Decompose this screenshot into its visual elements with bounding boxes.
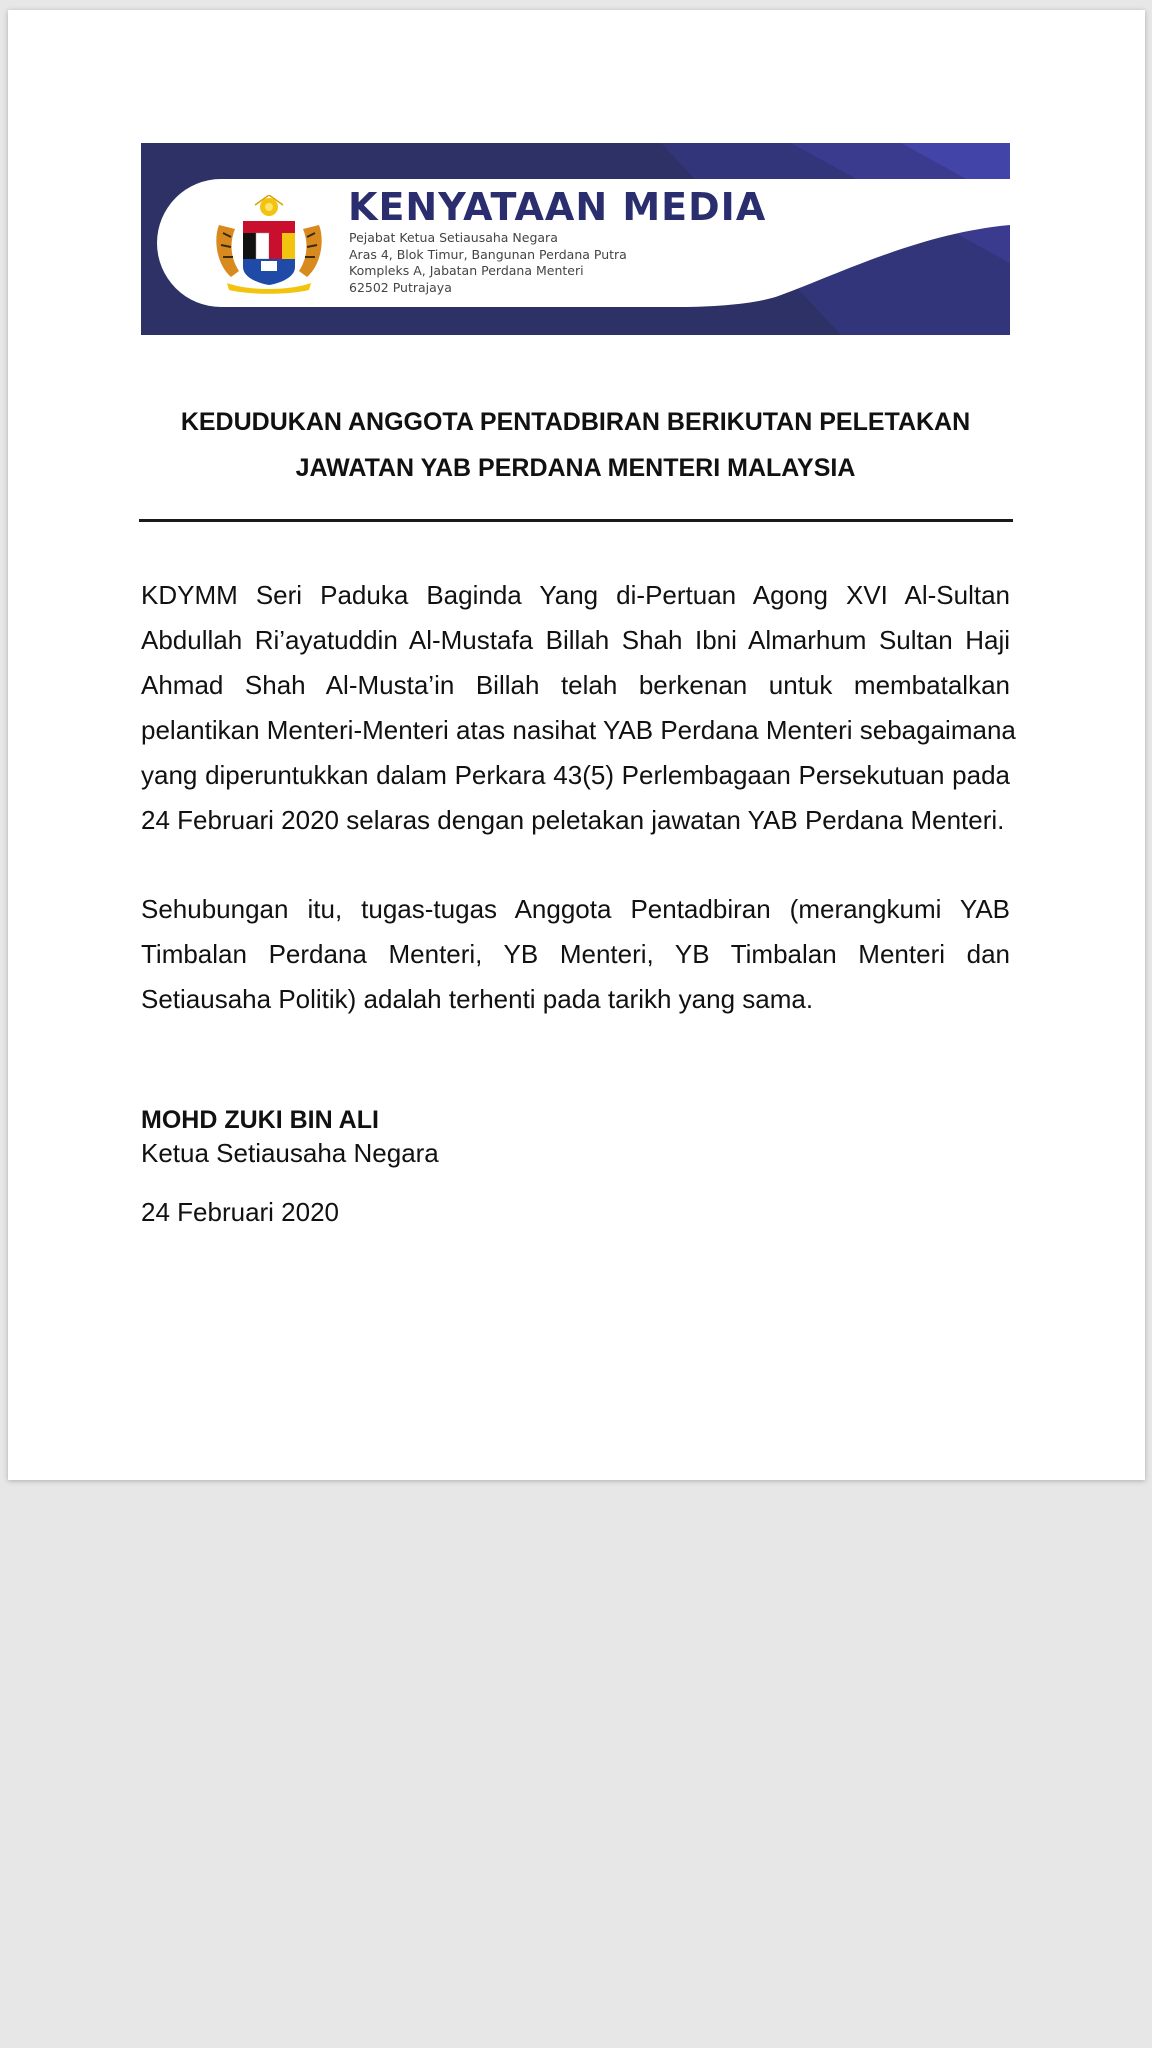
address-line: 62502 Putrajaya	[349, 279, 452, 295]
paragraph-line: Timbalan Perdana Menteri, YB Menteri, YB Timbalan Menteri dan	[141, 939, 1010, 969]
heading-divider	[139, 519, 1013, 522]
address-line: Pejabat Ketua Setiausaha Negara	[349, 230, 558, 245]
statement-date: 24 Februari 2020	[141, 1197, 340, 1227]
paragraph-line: yang diperuntukkan dalam Perkara 43(5) Perlembagaan Persekutuan pada	[141, 760, 1010, 790]
paragraph-line: KDYMM Seri Paduka Baginda Yang di-Pertuan Agong XVI Al-Sultan	[141, 580, 1010, 610]
paragraph-line: Sehubungan itu, tugas-tugas Anggota Pentadbiran (merangkumi YAB	[141, 894, 1010, 924]
paragraph-line: pelantikan Menteri-Menteri atas nasihat YAB Perdana Menteri sebagaimana	[141, 715, 1016, 745]
heading-line-1: KEDUDUKAN ANGGOTA PENTADBIRAN BERIKUTAN PELETAKAN	[180, 408, 971, 436]
media-statement-banner	[141, 143, 1010, 335]
document-page	[8, 10, 1145, 1480]
heading-line-2: JAWATAN YAB PERDANA MENTERI MALAYSIA	[295, 454, 856, 482]
malaysia-coat-of-arms-icon	[209, 195, 329, 295]
paragraph-line: Ahmad Shah Al-Musta’in Billah telah berkenan untuk membatalkan	[141, 670, 1010, 700]
banner-title: KENYATAAN MEDIA	[348, 185, 767, 229]
document-heading	[141, 399, 1010, 491]
body-paragraph-2	[141, 887, 1010, 1022]
address-line: Kompleks A, Jabatan Perdana Menteri	[349, 263, 584, 278]
banner-address	[349, 230, 627, 296]
signatory-name: MOHD ZUKI BIN ALI	[141, 1106, 379, 1134]
paragraph-line: Abdullah Ri’ayatuddin Al-Mustafa Billah Shah Ibni Almarhum Sultan Haji	[141, 625, 1010, 655]
paragraph-line: 24 Februari 2020 selaras dengan peletakan jawatan YAB Perdana Menteri.	[141, 805, 1005, 835]
address-line: Aras 4, Blok Timur, Bangunan Perdana Putra	[349, 246, 627, 262]
body-paragraph-1	[141, 573, 1016, 843]
signatory-title: Ketua Setiausaha Negara	[141, 1138, 439, 1168]
paragraph-line: Setiausaha Politik) adalah terhenti pada tarikh yang sama.	[141, 984, 814, 1014]
